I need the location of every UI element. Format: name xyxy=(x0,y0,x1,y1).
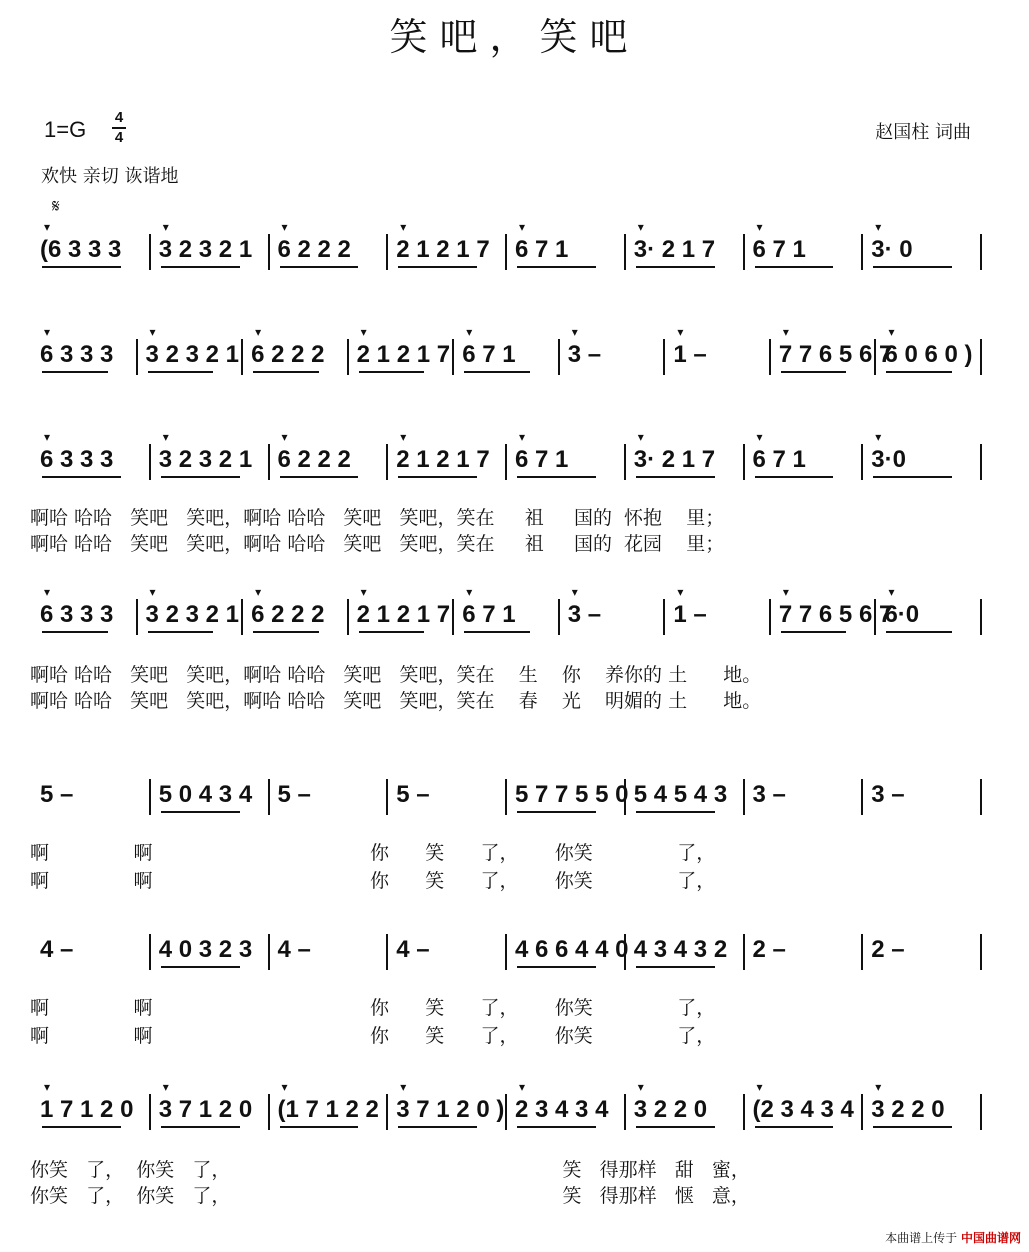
beam-underline xyxy=(781,631,847,633)
score-row xyxy=(0,1080,1029,1130)
measure-notes: 2 1 2 1 7 xyxy=(396,236,490,263)
barline xyxy=(861,1094,863,1130)
segno-icon: 𝄋 xyxy=(52,196,60,217)
measure-notes: 5 – xyxy=(396,781,430,808)
measure-notes: (2 3 4 3 4 xyxy=(752,1096,854,1123)
staccato-mark: ▾ xyxy=(571,325,578,339)
barline xyxy=(386,234,388,270)
staccato-mark: ▾ xyxy=(281,220,288,234)
measure-notes: 5 – xyxy=(277,781,311,808)
barline xyxy=(624,234,626,270)
barline xyxy=(505,234,507,270)
measure-notes: 2 3 4 3 4 xyxy=(515,1096,609,1123)
beam-underline xyxy=(398,1126,477,1128)
measure-notes: 6 3 3 3 xyxy=(40,446,114,473)
barline xyxy=(241,599,243,635)
staccato-mark: ▾ xyxy=(44,325,51,339)
score-row xyxy=(0,325,1029,375)
beam-underline xyxy=(517,266,596,268)
beam-underline xyxy=(781,371,847,373)
beam-underline xyxy=(42,476,121,478)
barline xyxy=(743,234,745,270)
staccato-mark: ▾ xyxy=(875,430,882,444)
measure-notes: 4 – xyxy=(40,936,74,963)
barline xyxy=(980,339,982,375)
staccato-mark: ▾ xyxy=(400,430,407,444)
barline xyxy=(624,934,626,970)
staccato-mark: ▾ xyxy=(677,325,684,339)
composer-credit: 赵国柱 词曲 xyxy=(875,122,971,143)
measure-notes: 4 0 3 2 3 xyxy=(158,936,253,963)
lyric-line: 你笑 了， 你笑 了， 笑 得那样 惬 意， xyxy=(30,1185,750,1207)
barline xyxy=(347,599,349,635)
staccato-mark: ▾ xyxy=(888,585,895,599)
beam-underline xyxy=(280,266,359,268)
tempo-marking: 欢快 亲切 诙谐地 xyxy=(41,166,179,187)
barline xyxy=(268,934,270,970)
barline xyxy=(505,934,507,970)
measure-notes: 7 7 6 5 6 7 xyxy=(778,341,893,368)
barline xyxy=(505,444,507,480)
barline xyxy=(268,779,270,815)
barline xyxy=(386,934,388,970)
barline xyxy=(861,934,863,970)
footer-brand: 中国曲谱网 xyxy=(960,1231,1021,1245)
beam-underline xyxy=(42,631,108,633)
beam-underline xyxy=(755,476,834,478)
barline xyxy=(743,444,745,480)
beam-underline xyxy=(253,631,319,633)
barline xyxy=(558,599,560,635)
beam-underline xyxy=(280,476,359,478)
measure-notes: 6 3 3 3 xyxy=(40,601,114,628)
barline xyxy=(861,444,863,480)
lyric-line: 啊 啊 你 笑 了， 你笑 了， xyxy=(30,997,716,1019)
staccato-mark: ▾ xyxy=(255,585,262,599)
staccato-mark: ▾ xyxy=(637,430,644,444)
lyric-line: 啊 啊 你 笑 了， 你笑 了， xyxy=(30,870,716,892)
barline xyxy=(149,934,151,970)
measure-notes: 3 – xyxy=(871,781,905,808)
staccato-mark: ▾ xyxy=(281,430,288,444)
staccato-mark: ▾ xyxy=(466,325,473,339)
time-signature-bottom: 4 xyxy=(114,129,124,146)
staccato-mark: ▾ xyxy=(44,585,51,599)
beam-underline xyxy=(517,966,596,968)
measure-notes: 1 – xyxy=(673,601,707,628)
staccato-mark: ▾ xyxy=(637,1080,644,1094)
barline xyxy=(149,234,151,270)
staccato-mark: ▾ xyxy=(162,430,169,444)
barline xyxy=(861,234,863,270)
barline xyxy=(452,599,454,635)
score-row xyxy=(0,930,1029,970)
barline xyxy=(980,779,982,815)
lyric-line: 啊哈 哈哈 笑吧 笑吧，啊哈 哈哈 笑吧 笑吧，笑在 生 你 养你的 土 地。 xyxy=(30,664,762,686)
measure-notes: 6 2 2 2 xyxy=(251,601,325,628)
beam-underline xyxy=(464,631,530,633)
measure-notes: 3· 0 xyxy=(871,236,913,263)
lyric-line: 啊哈 哈哈 笑吧 笑吧，啊哈 哈哈 笑吧 笑吧，笑在 春 光 明媚的 土 地。 xyxy=(30,690,762,712)
measure-notes: 7 7 6 5 6 7 xyxy=(778,601,893,628)
beam-underline xyxy=(886,371,952,373)
beam-underline xyxy=(161,811,240,813)
measure-notes: 6 7 1 xyxy=(515,236,569,263)
beam-underline xyxy=(253,371,319,373)
measure-notes: 3 2 2 0 xyxy=(871,1096,945,1123)
measure-notes: 3 – xyxy=(752,781,786,808)
staccato-mark: ▾ xyxy=(400,1080,407,1094)
barline xyxy=(769,339,771,375)
time-signature xyxy=(112,110,126,146)
barline xyxy=(743,934,745,970)
beam-underline xyxy=(148,371,214,373)
key-signature: 1=G xyxy=(44,117,87,142)
measure-notes: (6 3 3 3 xyxy=(40,236,122,263)
beam-underline xyxy=(42,266,121,268)
staccato-mark: ▾ xyxy=(255,325,262,339)
measure-notes: 4 3 4 3 2 xyxy=(633,936,728,963)
staccato-mark: ▾ xyxy=(519,220,526,234)
measure-notes: 6 0 6 0 ) xyxy=(884,341,973,368)
measure-notes: 5 0 4 3 4 xyxy=(158,781,253,808)
beam-underline xyxy=(517,811,596,813)
staccato-mark: ▾ xyxy=(677,585,684,599)
beam-underline xyxy=(636,266,715,268)
barline xyxy=(149,779,151,815)
barline xyxy=(624,1094,626,1130)
staccato-mark: ▾ xyxy=(888,325,895,339)
beam-underline xyxy=(755,266,834,268)
barline xyxy=(624,444,626,480)
beam-underline xyxy=(517,1126,596,1128)
barline xyxy=(980,599,982,635)
measure-notes: 6 7 1 xyxy=(462,341,516,368)
score-row xyxy=(0,775,1029,815)
barline xyxy=(268,234,270,270)
barline xyxy=(743,779,745,815)
score-row xyxy=(0,585,1029,635)
measure-notes: 5 7 7 5 5 0 xyxy=(515,781,629,808)
barline xyxy=(386,779,388,815)
barline xyxy=(386,1094,388,1130)
staccato-mark: ▾ xyxy=(360,325,367,339)
measure-notes: 2 1 2 1 7 xyxy=(356,341,451,368)
staccato-mark: ▾ xyxy=(571,585,578,599)
beam-underline xyxy=(280,1126,359,1128)
lyric-line: 啊 啊 你 笑 了， 你笑 了， xyxy=(30,1025,716,1047)
staccato-mark: ▾ xyxy=(782,325,789,339)
beam-underline xyxy=(636,966,715,968)
lyric-line: 啊 啊 你 笑 了， 你笑 了， xyxy=(30,842,716,864)
staccato-mark: ▾ xyxy=(281,1080,288,1094)
measure-notes: 3 2 3 2 1 xyxy=(145,341,239,368)
beam-underline xyxy=(464,371,530,373)
measure-notes: (1 7 1 2 2 xyxy=(277,1096,379,1123)
staccato-mark: ▾ xyxy=(44,430,51,444)
measure-notes: 3 7 1 2 0 ) xyxy=(396,1096,505,1123)
staccato-mark: ▾ xyxy=(44,220,51,234)
barline xyxy=(980,934,982,970)
measure-notes: 3 2 3 2 1 xyxy=(158,236,253,263)
staccato-mark: ▾ xyxy=(756,1080,763,1094)
beam-underline xyxy=(755,1126,834,1128)
measure-notes: 1 – xyxy=(673,341,707,368)
barline xyxy=(663,599,665,635)
measure-notes: 2 – xyxy=(752,936,786,963)
barline xyxy=(268,1094,270,1130)
staccato-mark: ▾ xyxy=(360,585,367,599)
barline xyxy=(980,444,982,480)
barline xyxy=(347,339,349,375)
score-row xyxy=(0,430,1029,480)
measure-notes: 4 6 6 4 4 0 xyxy=(515,936,629,963)
lyric-line: 你笑 了， 你笑 了， 笑 得那样 甜 蜜， xyxy=(30,1159,750,1181)
barline xyxy=(241,339,243,375)
measure-notes: 4 – xyxy=(277,936,311,963)
beam-underline xyxy=(398,266,477,268)
measure-notes: 3 2 3 2 1 xyxy=(158,446,253,473)
measure-notes: 3 – xyxy=(567,601,602,628)
measure-notes: 6 7 1 xyxy=(752,446,806,473)
barline xyxy=(505,1094,507,1130)
measure-notes: 6 7 1 xyxy=(752,236,806,263)
beam-underline xyxy=(161,966,240,968)
barline xyxy=(452,339,454,375)
barline xyxy=(268,444,270,480)
page-title: 笑吧，笑吧 xyxy=(389,15,640,59)
beam-underline xyxy=(359,631,425,633)
measure-notes: 3 7 1 2 0 xyxy=(158,1096,253,1123)
barline xyxy=(769,599,771,635)
measure-notes: 4 – xyxy=(396,936,430,963)
staccato-mark: ▾ xyxy=(875,220,882,234)
measure-notes: 2 – xyxy=(871,936,905,963)
barline xyxy=(136,339,138,375)
measure-notes: 1 7 1 2 0 xyxy=(40,1096,134,1123)
barline xyxy=(663,339,665,375)
barline xyxy=(874,599,876,635)
staccato-mark: ▾ xyxy=(519,430,526,444)
score-row xyxy=(0,220,1029,270)
beam-underline xyxy=(42,1126,121,1128)
measure-notes: 3 2 2 0 xyxy=(633,1096,708,1123)
staccato-mark: ▾ xyxy=(637,220,644,234)
measure-notes: 6 7 1 xyxy=(515,446,569,473)
beam-underline xyxy=(161,476,240,478)
beam-underline xyxy=(161,1126,240,1128)
measure-notes: 2 1 2 1 7 xyxy=(396,446,490,473)
time-signature-top: 4 xyxy=(114,109,124,126)
beam-underline xyxy=(886,631,952,633)
barline xyxy=(874,339,876,375)
beam-underline xyxy=(636,811,715,813)
staccato-mark: ▾ xyxy=(149,585,156,599)
barline xyxy=(980,234,982,270)
measure-notes: 3 – xyxy=(567,341,602,368)
staccato-mark: ▾ xyxy=(756,430,763,444)
barline xyxy=(386,444,388,480)
measure-notes: 6 2 2 2 xyxy=(277,446,351,473)
beam-underline xyxy=(398,476,477,478)
measure-notes: 3· 2 1 7 xyxy=(633,446,716,473)
beam-underline xyxy=(636,476,715,478)
barline xyxy=(980,1094,982,1130)
staccato-mark: ▾ xyxy=(44,1080,51,1094)
beam-underline xyxy=(42,371,108,373)
barline xyxy=(558,339,560,375)
barline xyxy=(505,779,507,815)
measure-notes: 3·0 xyxy=(871,446,906,473)
staccato-mark: ▾ xyxy=(162,1080,169,1094)
measure-notes: 6 2 2 2 xyxy=(251,341,325,368)
staccato-mark: ▾ xyxy=(162,220,169,234)
lyric-line: 啊哈 哈哈 笑吧 笑吧，啊哈 哈哈 笑吧 笑吧，笑在 祖 国的 花园 里； xyxy=(30,533,725,555)
beam-underline xyxy=(873,1126,952,1128)
barline xyxy=(743,1094,745,1130)
staccato-mark: ▾ xyxy=(149,325,156,339)
barline xyxy=(861,779,863,815)
measure-notes: 6 3 3 3 xyxy=(40,341,114,368)
measure-notes: 5 – xyxy=(40,781,74,808)
beam-underline xyxy=(517,476,596,478)
beam-underline xyxy=(359,371,425,373)
staccato-mark: ▾ xyxy=(519,1080,526,1094)
measure-notes: 5 4 5 4 3 xyxy=(633,781,728,808)
barline xyxy=(136,599,138,635)
staccato-mark: ▾ xyxy=(875,1080,882,1094)
staccato-mark: ▾ xyxy=(756,220,763,234)
staccato-mark: ▾ xyxy=(400,220,407,234)
barline xyxy=(149,1094,151,1130)
measure-notes: 6·0 xyxy=(884,601,920,628)
measure-notes: 6 2 2 2 xyxy=(277,236,351,263)
beam-underline xyxy=(636,1126,715,1128)
footer-prefix: 本曲谱上传于 xyxy=(885,1231,958,1245)
measure-notes: 3 2 3 2 1 xyxy=(145,601,239,628)
barline xyxy=(149,444,151,480)
staccato-mark: ▾ xyxy=(466,585,473,599)
measure-notes: 2 1 2 1 7 xyxy=(356,601,451,628)
staccato-mark: ▾ xyxy=(782,585,789,599)
beam-underline xyxy=(873,266,952,268)
footer-credit xyxy=(885,1229,1021,1246)
beam-underline xyxy=(873,476,952,478)
beam-underline xyxy=(148,631,214,633)
beam-underline xyxy=(161,266,240,268)
measure-notes: 3· 2 1 7 xyxy=(633,236,716,263)
barline xyxy=(624,779,626,815)
measure-notes: 6 7 1 xyxy=(462,601,516,628)
lyric-line: 啊哈 哈哈 笑吧 笑吧，啊哈 哈哈 笑吧 笑吧，笑在 祖 国的 怀抱 里； xyxy=(30,507,725,529)
